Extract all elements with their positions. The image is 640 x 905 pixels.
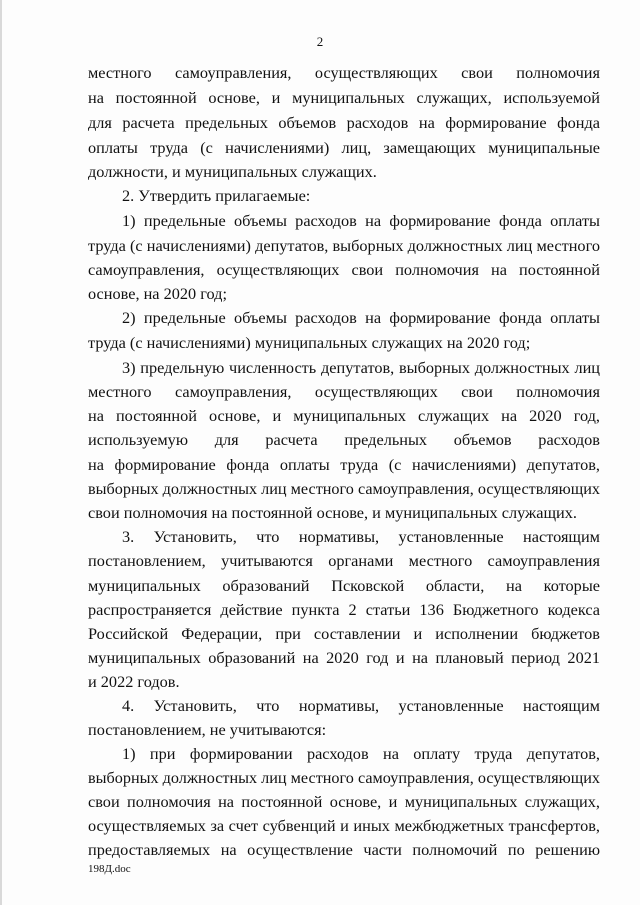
footer-filename: 198Д.doc bbox=[88, 863, 131, 875]
text-line: местного самоуправления, осуществляющих свои полномочия bbox=[88, 63, 600, 82]
text-line: предоставляемых на осуществление части полномочий по решению bbox=[88, 840, 600, 859]
text-line: муниципальных образований на 2020 год и на плановый период 2021 bbox=[88, 648, 600, 667]
text-line: труда (с начислениями) муниципальных служащих на 2020 год; bbox=[88, 333, 531, 352]
text-line: выборных должностных лиц местного самоуправления, осуществляющих bbox=[88, 479, 600, 498]
text-line: 2) предельные объемы расходов на формирование фонда оплаты bbox=[122, 308, 600, 327]
text-line: на постоянной основе, и муниципальных служащих на 2020 год, bbox=[88, 406, 600, 425]
text-line: для расчета предельных объемов расходов на формирование фонда bbox=[88, 113, 600, 132]
text-line: свои полномочия на постоянной основе, и муниципальных служащих. bbox=[88, 503, 577, 522]
text-line: основе, на 2020 год; bbox=[88, 284, 227, 303]
text-line: осуществляемых за счет субвенций и иных межбюджетных трансфертов, bbox=[88, 816, 600, 835]
text-line: и 2022 годов. bbox=[88, 672, 180, 691]
text-line: 4. Установить, что нормативы, установленные настоящим bbox=[122, 696, 600, 715]
text-line: должности, и муниципальных служащих. bbox=[88, 162, 377, 181]
text-line: 3. Установить, что нормативы, установленные настоящим bbox=[122, 527, 600, 546]
text-line: муниципальных образований Псковской области, на которые bbox=[88, 576, 600, 595]
text-line: труда (с начислениями) депутатов, выборных должностных лиц местного bbox=[88, 236, 600, 255]
text-line: постановлением, учитываются органами местного самоуправления bbox=[88, 551, 600, 570]
text-line: на формирование фонда оплаты труда (с начислениями) депутатов, bbox=[88, 455, 600, 474]
page-number: 2 bbox=[316, 34, 324, 49]
text-line: 1) предельные объемы расходов на формирование фонда оплаты bbox=[122, 211, 600, 230]
text-line: Российской Федерации, при составлении и исполнении бюджетов bbox=[88, 624, 600, 643]
text-line: 2. Утвердить прилагаемые: bbox=[122, 186, 311, 205]
text-line: самоуправления, осуществляющих свои полномочия на постоянной bbox=[88, 260, 600, 279]
scan-edge bbox=[0, 0, 2, 905]
text-line: местного самоуправления, осуществляющих свои полномочия bbox=[88, 382, 600, 401]
text-line: на постоянной основе, и муниципальных служащих, используемой bbox=[88, 88, 600, 107]
text-line: распространяется действие пункта 2 статьи 136 Бюджетного кодекса bbox=[88, 600, 600, 619]
text-line: 3) предельную численность депутатов, выборных должностных лиц bbox=[122, 358, 600, 377]
text-line: выборных должностных лиц местного самоуправления, осуществляющих bbox=[88, 768, 600, 787]
text-line: оплаты труда (с начислениями) лиц, замещающих муниципальные bbox=[88, 138, 600, 157]
text-line: 1) при формировании расходов на оплату труда депутатов, bbox=[122, 744, 600, 763]
text-line: постановлением, не учитываются: bbox=[88, 720, 327, 739]
text-line: используемую для расчета предельных объемов расходов bbox=[88, 430, 600, 449]
text-line: свои полномочия на постоянной основе, и муниципальных служащих, bbox=[88, 792, 600, 811]
